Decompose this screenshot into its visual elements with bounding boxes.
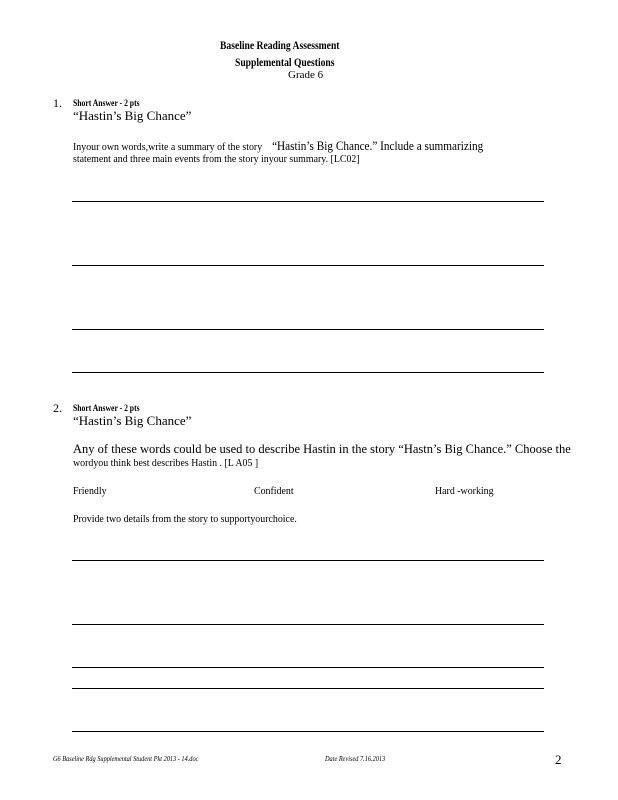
question-1-number: 1.: [53, 96, 62, 110]
grade-label: Grade 6: [288, 69, 324, 81]
question-1-prompt-line2: statement and three main events from the story inyour summary. [LC02]: [73, 153, 360, 165]
answer-line[interactable]: [72, 688, 544, 689]
footer-revised-date: Date Revised 7.16.2013: [325, 755, 386, 763]
answer-line[interactable]: [72, 560, 544, 561]
assessment-title: Baseline Reading Assessment: [220, 38, 340, 52]
answer-line[interactable]: [72, 372, 544, 373]
assessment-subtitle: Supplemental Questions: [235, 55, 335, 69]
question-1-type: Short Answer - 2 pts: [73, 98, 140, 108]
question-2-prompt-line1: Any of these words could be used to describe Hastin in the story “Hastn’s Big Chance.” Choose the: [73, 442, 571, 456]
answer-line[interactable]: [72, 667, 544, 668]
choice-confident: Confident: [254, 485, 294, 497]
question-1-prompt-line1: [73, 139, 483, 154]
answer-line[interactable]: [72, 731, 544, 732]
question-1-prompt-line1-start: Inyour own words,write a summary of the story: [73, 141, 263, 153]
choice-hard-working: Hard -working: [435, 485, 494, 497]
answer-line[interactable]: [72, 624, 544, 625]
question-1-story-title: “Hastin’s Big Chance”: [73, 108, 192, 123]
answer-line[interactable]: [72, 265, 544, 266]
question-2-type: Short Answer - 2 pts: [73, 403, 140, 413]
question-2-story-title: “Hastin’s Big Chance”: [73, 413, 192, 428]
answer-line[interactable]: [72, 329, 544, 330]
answer-line[interactable]: [72, 201, 544, 202]
question-1-prompt-line1-end: “Hastin’s Big Chance.” Include a summarizing: [272, 139, 484, 153]
footer-filename: G6 Baseline Rdg Supplemental Student Pkt 2013 - 14.doc: [53, 755, 199, 763]
question-2-followup: Provide two details from the story to supportyourchoice.: [73, 513, 297, 525]
page-number: 2: [555, 752, 562, 767]
choice-friendly: Friendly: [73, 485, 107, 497]
question-2-prompt-line2: wordyou think best describes Hastin . [L A05 ]: [73, 457, 259, 469]
question-2-number: 2.: [53, 401, 62, 415]
